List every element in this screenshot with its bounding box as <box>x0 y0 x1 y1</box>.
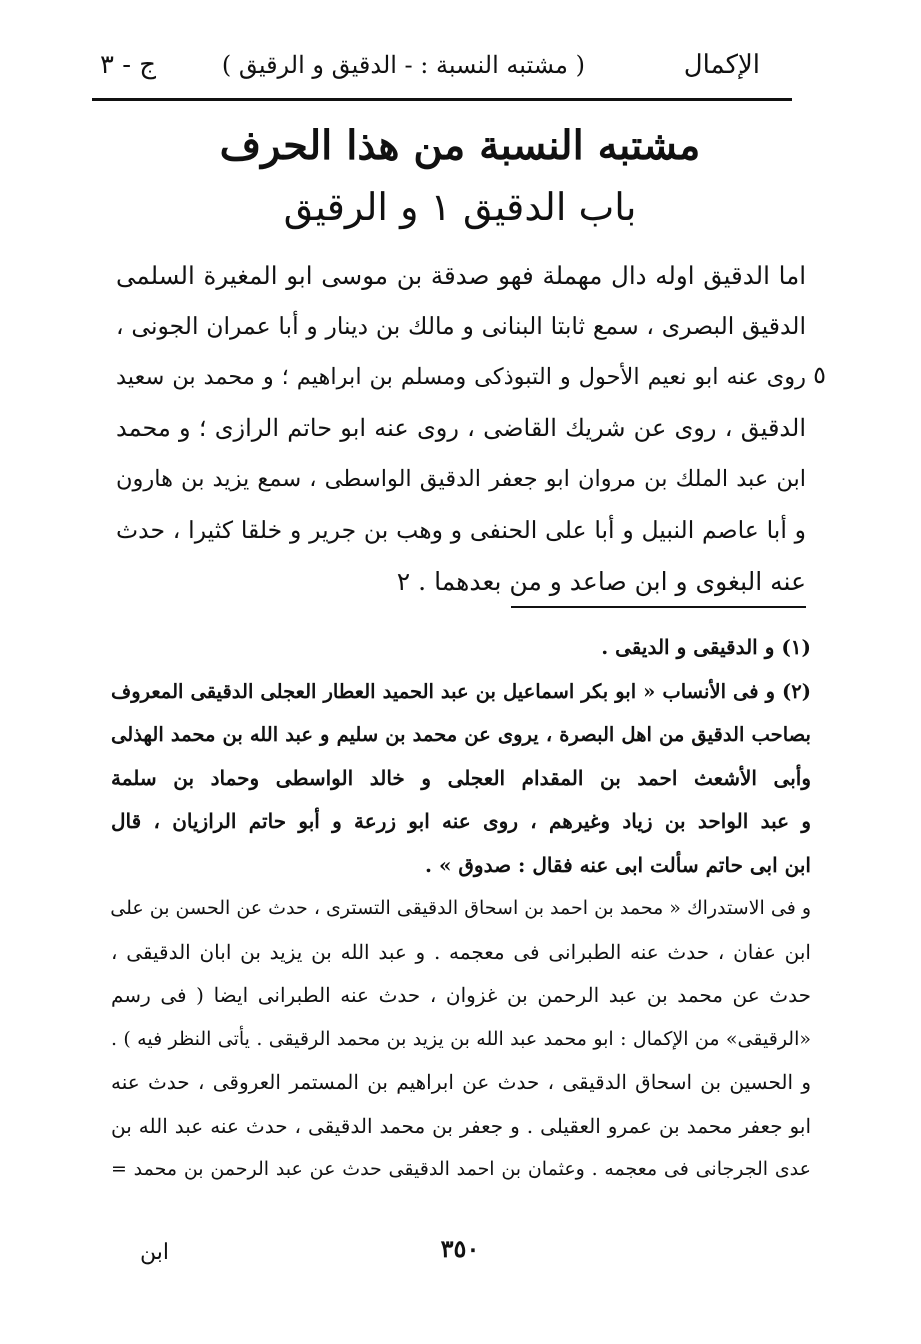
volume-number: ج - ٣ <box>100 50 157 80</box>
footnote-line: و الحسين بن اسحاق الدقيقى ، حدث عن ابراهيم بن المستمر العروقى ، حدث عنه <box>111 1070 811 1094</box>
text-line: ابن عبد الملك بن مروان ابو جعفر الدقيق الواسطى ، سمع يزيد بن هارون <box>116 466 806 492</box>
footnote-line: «الرقيقى» من الإكمال : ابو محمد عبد الله بن يزيد بن محمد الرقيقى . يأتى النظر فيه ) . <box>111 1027 811 1050</box>
running-header <box>100 42 760 92</box>
footnote-line: ابن عفان ، حدث عنه الطبرانى فى معجمه . و عبد الله بن يزيد بن ابان الدقيقى ، <box>111 939 811 964</box>
footnotes <box>111 626 811 1192</box>
text-line: الدقيق البصرى ، سمع ثابتا البنانى و مالك بن دينار و أبا عمران الجونى ، <box>116 312 806 340</box>
main-text <box>116 250 806 607</box>
footnote-line: (٢) و فى الأنساب « ابو بكر اسماعيل بن عبد الحميد العطار العجلى الدقيقى المعروف <box>111 679 811 703</box>
footnote-line: حدث عن محمد بن عبد الرحمن بن غزوان ، حدث عنه الطبرانى ايضا ( فى رسم <box>111 983 811 1007</box>
text-line: روى عنه ابو نعيم الأحول و التبوذكى ومسلم بن ابراهيم ؛ و محمد بن سعيد <box>116 364 806 390</box>
chapter-title: مشتبه النسبة من هذا الحرف <box>219 122 701 169</box>
page-number: ٣٥٠ <box>440 1234 480 1263</box>
footnote-line: بصاحب الدقيق من اهل البصرة ، يروى عن محمد بن سليم و عبد الله بن محمد الهذلى <box>111 723 811 746</box>
section-title: باب الدقيق ١ و الرقيق <box>283 185 637 229</box>
running-section-title: ( مشتبه النسبة : - الدقيق و الرقيق ) <box>221 51 585 79</box>
header-rule <box>92 98 792 101</box>
footnote-line: و عبد الواحد بن زياد وغيرهم ، روى عنه ابو زرعة و أبو حاتم الرازيان ، قال <box>111 809 811 833</box>
footnote-line: و فى الاستدراك « محمد بن احمد بن اسحاق الدقيقى التسترى ، حدث عن الحسن بن على <box>110 897 811 919</box>
text-line: اما الدقيق اوله دال مهملة فهو صدقة بن موسى ابو المغيرة السلمى <box>116 261 806 290</box>
footnote-separator <box>511 606 806 608</box>
line-number: ٥ <box>813 361 826 389</box>
text-line: عنه البغوى و ابن صاعد و من بعدهما . ٢ <box>396 567 806 596</box>
footnote-line: (١) و الدقيقى و الديقى . <box>601 635 811 659</box>
footnote-line: عدى الجرجانى فى معجمه . وعثمان بن احمد الدقيقى حدث عن عبد الرحمن بن محمد = <box>111 1158 811 1180</box>
footnote-line: ابو جعفر محمد بن عمرو العقيلى . و جعفر بن محمد الدقيقى ، حدث عنه عبد الله بن <box>111 1113 811 1138</box>
book-title: الإكمال <box>683 50 760 80</box>
text-line: الدقيق ، روى عن شريك القاضى ، روى عنه ابو حاتم الرازى ؛ و محمد <box>116 414 806 442</box>
catchword: ابن <box>140 1240 169 1265</box>
footnote-line: وأبى الأشعث احمد بن المقدام العجلى و خالد الواسطى وحماد بن سلمة <box>111 765 811 790</box>
text-line: و أبا عاصم النبيل و أبا على الحنفى و وهب بن جرير و خلقا كثيرا ، حدث <box>116 516 806 544</box>
footnote-line: ابن ابى حاتم سألت ابى عنه فقال : صدوق » . <box>425 852 811 877</box>
